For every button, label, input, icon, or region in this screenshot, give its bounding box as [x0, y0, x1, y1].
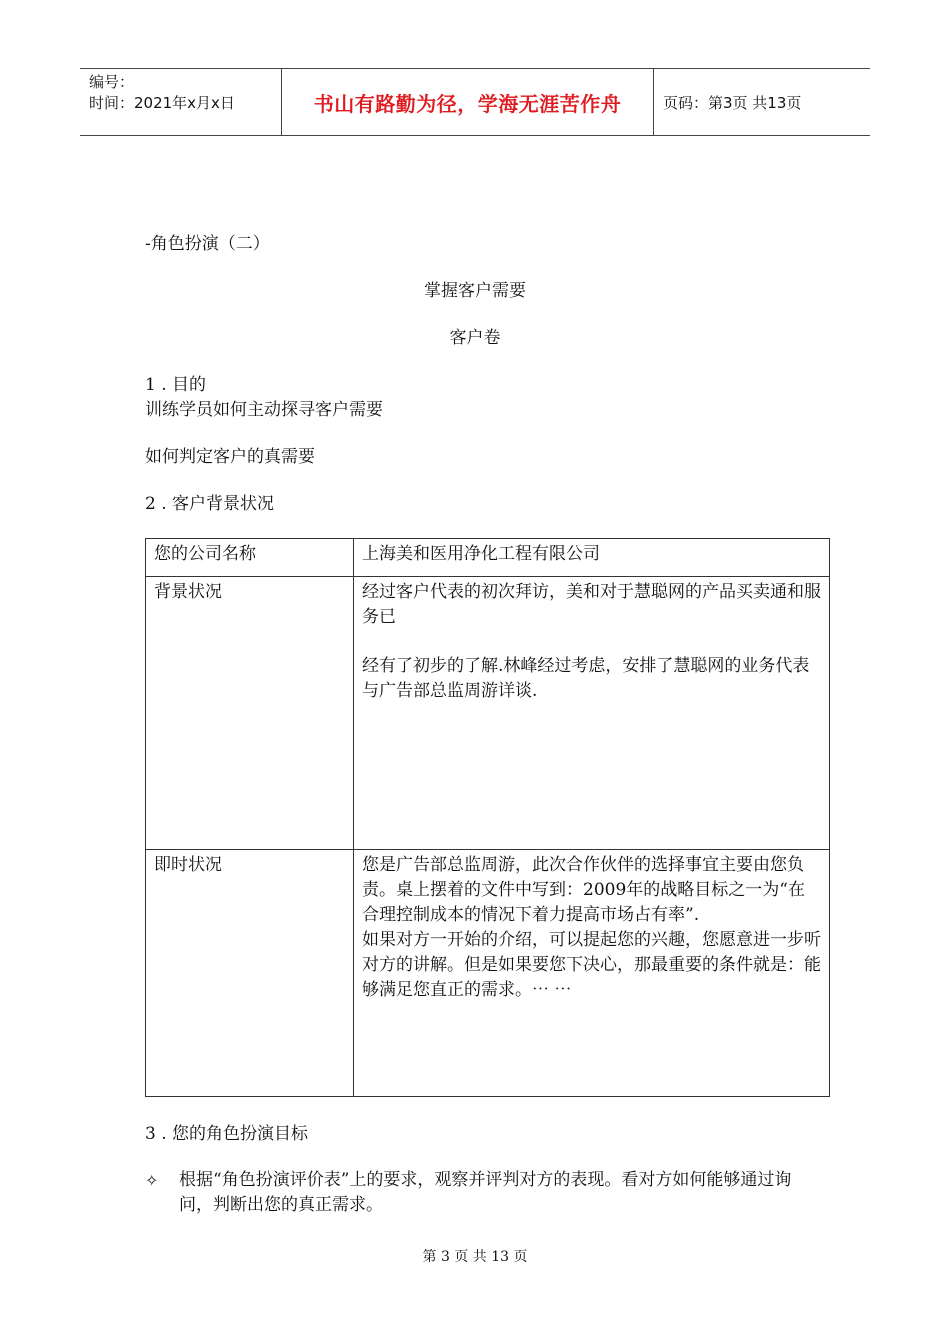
row-value-background [354, 577, 830, 850]
heading-background: 2 . 客户背景状况 [145, 494, 275, 514]
heading-role-goal: 3 . 您的角色扮演目标 [145, 1124, 309, 1144]
row-value-current [354, 850, 830, 1097]
background-para-1: 经过客户代表的初次拜访，美和对于慧聪网的产品买卖通和服务已 [362, 582, 821, 627]
purpose-line-1: 训练学员如何主动探寻客户需要 [145, 400, 383, 420]
page-footer: 第 3 页 共 13 页 [422, 1249, 528, 1265]
doc-subtitle: 客户卷 [449, 328, 501, 348]
company-name: 上海美和医用净化工程有限公司 [362, 544, 600, 564]
table-row [146, 577, 830, 850]
diamond-bullet-icon: ✧ [145, 1171, 159, 1190]
header-number: 编号： [89, 73, 135, 91]
header-table [80, 68, 870, 136]
heading-purpose: 1 . 目的 [145, 375, 207, 395]
purpose-line-2: 如何判定客户的真需要 [145, 447, 315, 467]
goal-bullet [145, 1168, 819, 1218]
header-page-cell [654, 69, 870, 135]
header-motto-cell [281, 69, 654, 135]
section-label: -角色扮演（二） [145, 234, 270, 254]
background-table [145, 538, 830, 1097]
background-para-2: 经有了初步的了解.林峰经过考虑，安排了慧聪网的业务代表与广告部总监周游详谈. [362, 656, 810, 701]
table-row [146, 850, 830, 1097]
header-meta [80, 69, 281, 135]
header-time: 时间：2021年x月x日 [89, 94, 235, 112]
goal-bullet-text: 根据“角色扮演评价表”上的要求，观察并评判对方的表现。看对方如何能够通过询问，判断出您的真正需求。 [179, 1170, 792, 1215]
row-label-company: 您的公司名称 [146, 539, 354, 577]
header-motto: 书山有路勤为径，学海无涯苦作舟 [313, 91, 622, 116]
current-para-2: 如果对方一开始的介绍，可以提起您的兴趣，您愿意进一步听对方的讲解。但是如果要您下决心，那最重要的条件就是：能够满足您直正的需求。⋯ ⋯ [362, 930, 821, 1000]
row-value-company [354, 539, 830, 577]
header-page-code: 页码：第3页 共13页 [663, 93, 802, 112]
row-label-current: 即时状况 [146, 850, 354, 1097]
doc-title: 掌握客户需要 [424, 281, 526, 301]
current-para-1: 您是广告部总监周游，此次合作伙伴的选择事宜主要由您负责。桌上摆着的文件中写到：2009年的战略目标之一为“在合理控制成本的情况下着力提高市场占有率”. [362, 855, 805, 925]
table-row [146, 539, 830, 577]
row-label-background: 背景状况 [146, 577, 354, 850]
